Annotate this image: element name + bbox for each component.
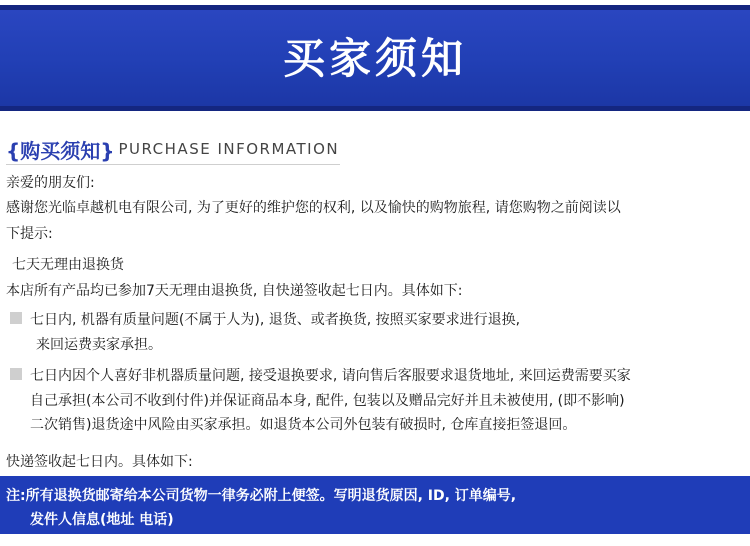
policy-description: 本店所有产品均已参加7天无理由退换货, 自快递签收起七日内。具体如下: — [6, 283, 463, 299]
policy-closing: 快递签收起七日内。具体如下: — [6, 454, 193, 470]
bullet-square-2 — [10, 368, 22, 380]
bullet-square-1 — [10, 312, 22, 324]
footer-line-1: 注:所有退换货邮寄给本公司货物一律务必附上便签。写明退货原因, ID, 订单编号, — [6, 488, 517, 504]
section-heading — [6, 136, 339, 162]
policy-item-1-line-2: 来回运费卖家承担。 — [36, 337, 162, 353]
footer-line-2: 发件人信息(地址 电话) — [30, 512, 174, 528]
policy-item-2-line-1: 七日内因个人喜好非机器质量问题, 接受退换要求, 请向售后客服要求退货地址, 来回运费需要买家 — [30, 368, 631, 384]
policy-item-2-line-3: 二次销售)退货途中风险由买家承担。如退货本公司外包装有破损时, 仓库直接拒签退回。 — [30, 417, 577, 433]
policy-item-2-line-2: 自己承担(本公司不收到付件)并保证商品本身, 配件, 包装以及赠品完好并且未被使用, (即不影响) — [30, 393, 625, 409]
intro-greeting: 亲爱的朋友们: — [6, 175, 95, 191]
section-title-en: PURCHASE INFORMATION — [118, 140, 340, 158]
banner-title: 买家须知 — [282, 34, 467, 83]
policy-item-1-line-1: 七日内, 机器有质量问题(不属于人为), 退货、或者换货, 按照买家要求进行退换, — [30, 312, 521, 328]
intro-line-1: 感谢您光临卓越机电有限公司, 为了更好的维护您的权利, 以及愉快的购物旅程, 请您购物之前阅读以 — [6, 200, 621, 216]
footer-notice — [0, 476, 750, 534]
intro-line-2: 下提示: — [6, 226, 53, 242]
header-banner — [0, 0, 750, 118]
heading-divider — [6, 164, 340, 165]
policy-heading: 七天无理由退换货 — [12, 257, 124, 273]
section-title-cn: {购买须知} — [6, 138, 115, 163]
